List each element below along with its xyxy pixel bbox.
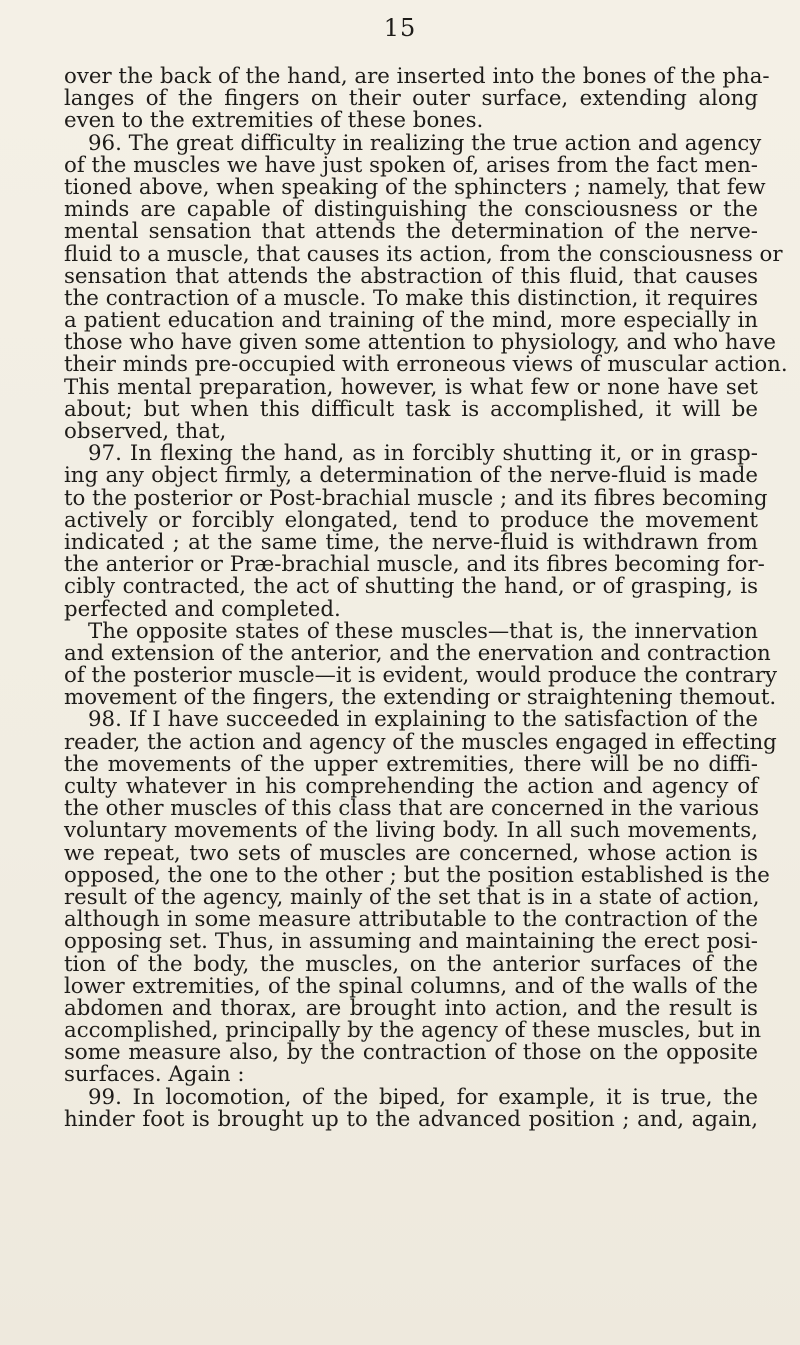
text-line: over the back of the hand, are inserted into the bones of the pha- xyxy=(64,64,770,89)
text-line: the contraction of a muscle. To make this distinction, it requires xyxy=(64,285,758,311)
text-line: result of the agency, mainly of the set that is in a state of action, xyxy=(64,884,760,910)
text-line: 99. In locomotion, of the biped, for example, it is true, the xyxy=(88,1084,758,1110)
text-line: mental sensation that attends the determination of the nerve- xyxy=(64,219,758,245)
text-line: minds are capable of distinguishing the consciousness or the xyxy=(64,197,758,223)
text-line: culty whatever in his comprehending the action and agency of xyxy=(64,774,758,799)
text-line: we repeat, two sets of muscles are concerned, whose action is xyxy=(64,840,758,866)
page-number: 15 xyxy=(383,14,417,42)
text-line: actively or forcibly elongated, tend to produce the movement xyxy=(64,507,758,533)
text-line: This mental preparation, however, is what few or none have set xyxy=(64,374,758,400)
text-line: abdomen and thorax, are brought into action, and the result is xyxy=(64,995,758,1021)
text-line: 97. In flexing the hand, as in forcibly shutting it, or in grasp- xyxy=(88,441,758,467)
text-line: tioned above, when speaking of the sphincters ; namely, that few xyxy=(64,174,766,200)
text-line: accomplished, principally by the agency of these muscles, but in xyxy=(64,1018,762,1044)
text-line: observed, that, xyxy=(64,419,227,444)
text-line: the movements of the upper extremities, there will be no diffi- xyxy=(64,751,758,777)
text-line: 98. If I have succeeded in explaining to the satisfaction of the xyxy=(88,707,758,733)
text-line: a patient education and training of the mind, more especially in xyxy=(64,308,758,334)
text-line: and extension of the anterior, and the enervation and contraction xyxy=(64,640,771,666)
text-line: even to the extremities of these bones. xyxy=(64,108,484,134)
text-line: of the muscles we have just spoken of, arises from the fact men- xyxy=(64,152,758,178)
text-line: reader, the action and agency of the muscles engaged in effecting xyxy=(64,729,777,755)
text-line: some measure also, by the contraction of those on the opposite xyxy=(64,1040,758,1066)
text-line: the anterior or Præ-brachial muscle, and its fibres becoming for- xyxy=(64,552,765,578)
text-line: of the posterior muscle—it is evident, would produce the contrary xyxy=(64,663,778,689)
text-line: hinder foot is brought up to the advanced position ; and, again, xyxy=(64,1106,758,1132)
text-line: sensation that attends the abstraction of this fluid, that causes xyxy=(64,263,758,289)
text-line: indicated ; at the same time, the nerve-fluid is withdrawn from xyxy=(64,529,758,555)
text-line: about; but when this difficult task is accomplished, it will be xyxy=(64,396,758,422)
text-line: voluntary movements of the living body. In all such movements, xyxy=(64,818,758,844)
text-line: tion of the body, the muscles, on the anterior surfaces of the xyxy=(64,951,758,977)
text-line: langes of the fingers on their outer surface, extending along xyxy=(64,86,758,112)
text-line: opposed, the one to the other ; but the position established is the xyxy=(64,862,770,888)
text-line: to the posterior or Post-brachial muscle ; and its fibres becoming xyxy=(64,485,768,511)
text-line: those who have given some attention to physiology, and who have xyxy=(64,330,776,356)
text-line: lower extremities, of the spinal columns, and of the walls of the xyxy=(64,973,758,999)
text-line: although in some measure attributable to the contraction of the xyxy=(64,907,758,933)
text-line: fluid to a muscle, that causes its action, from the consciousness or xyxy=(64,241,783,267)
text-line: the other muscles of this class that are concerned in the various xyxy=(64,796,760,822)
text-line: movement of the fingers, the extending or straightening themout. xyxy=(64,685,777,711)
text-line: their minds pre-occupied with erroneous views of muscular action. xyxy=(64,352,788,378)
text-line: The opposite states of these muscles—that is, the innervation xyxy=(88,618,758,644)
text-line: cibly contracted, the act of shutting the hand, or of grasping, is xyxy=(64,574,758,600)
text-line: 96. The great difficulty in realizing the true action and agency xyxy=(88,130,762,156)
text-line: perfected and completed. xyxy=(64,596,341,622)
text-line: surfaces. Again : xyxy=(64,1062,245,1088)
body-text xyxy=(64,64,788,1132)
text-line: ing any object firmly, a determination of the nerve-fluid is made xyxy=(64,463,758,489)
text-line: opposing set. Thus, in assuming and maintaining the erect posi- xyxy=(64,929,758,955)
